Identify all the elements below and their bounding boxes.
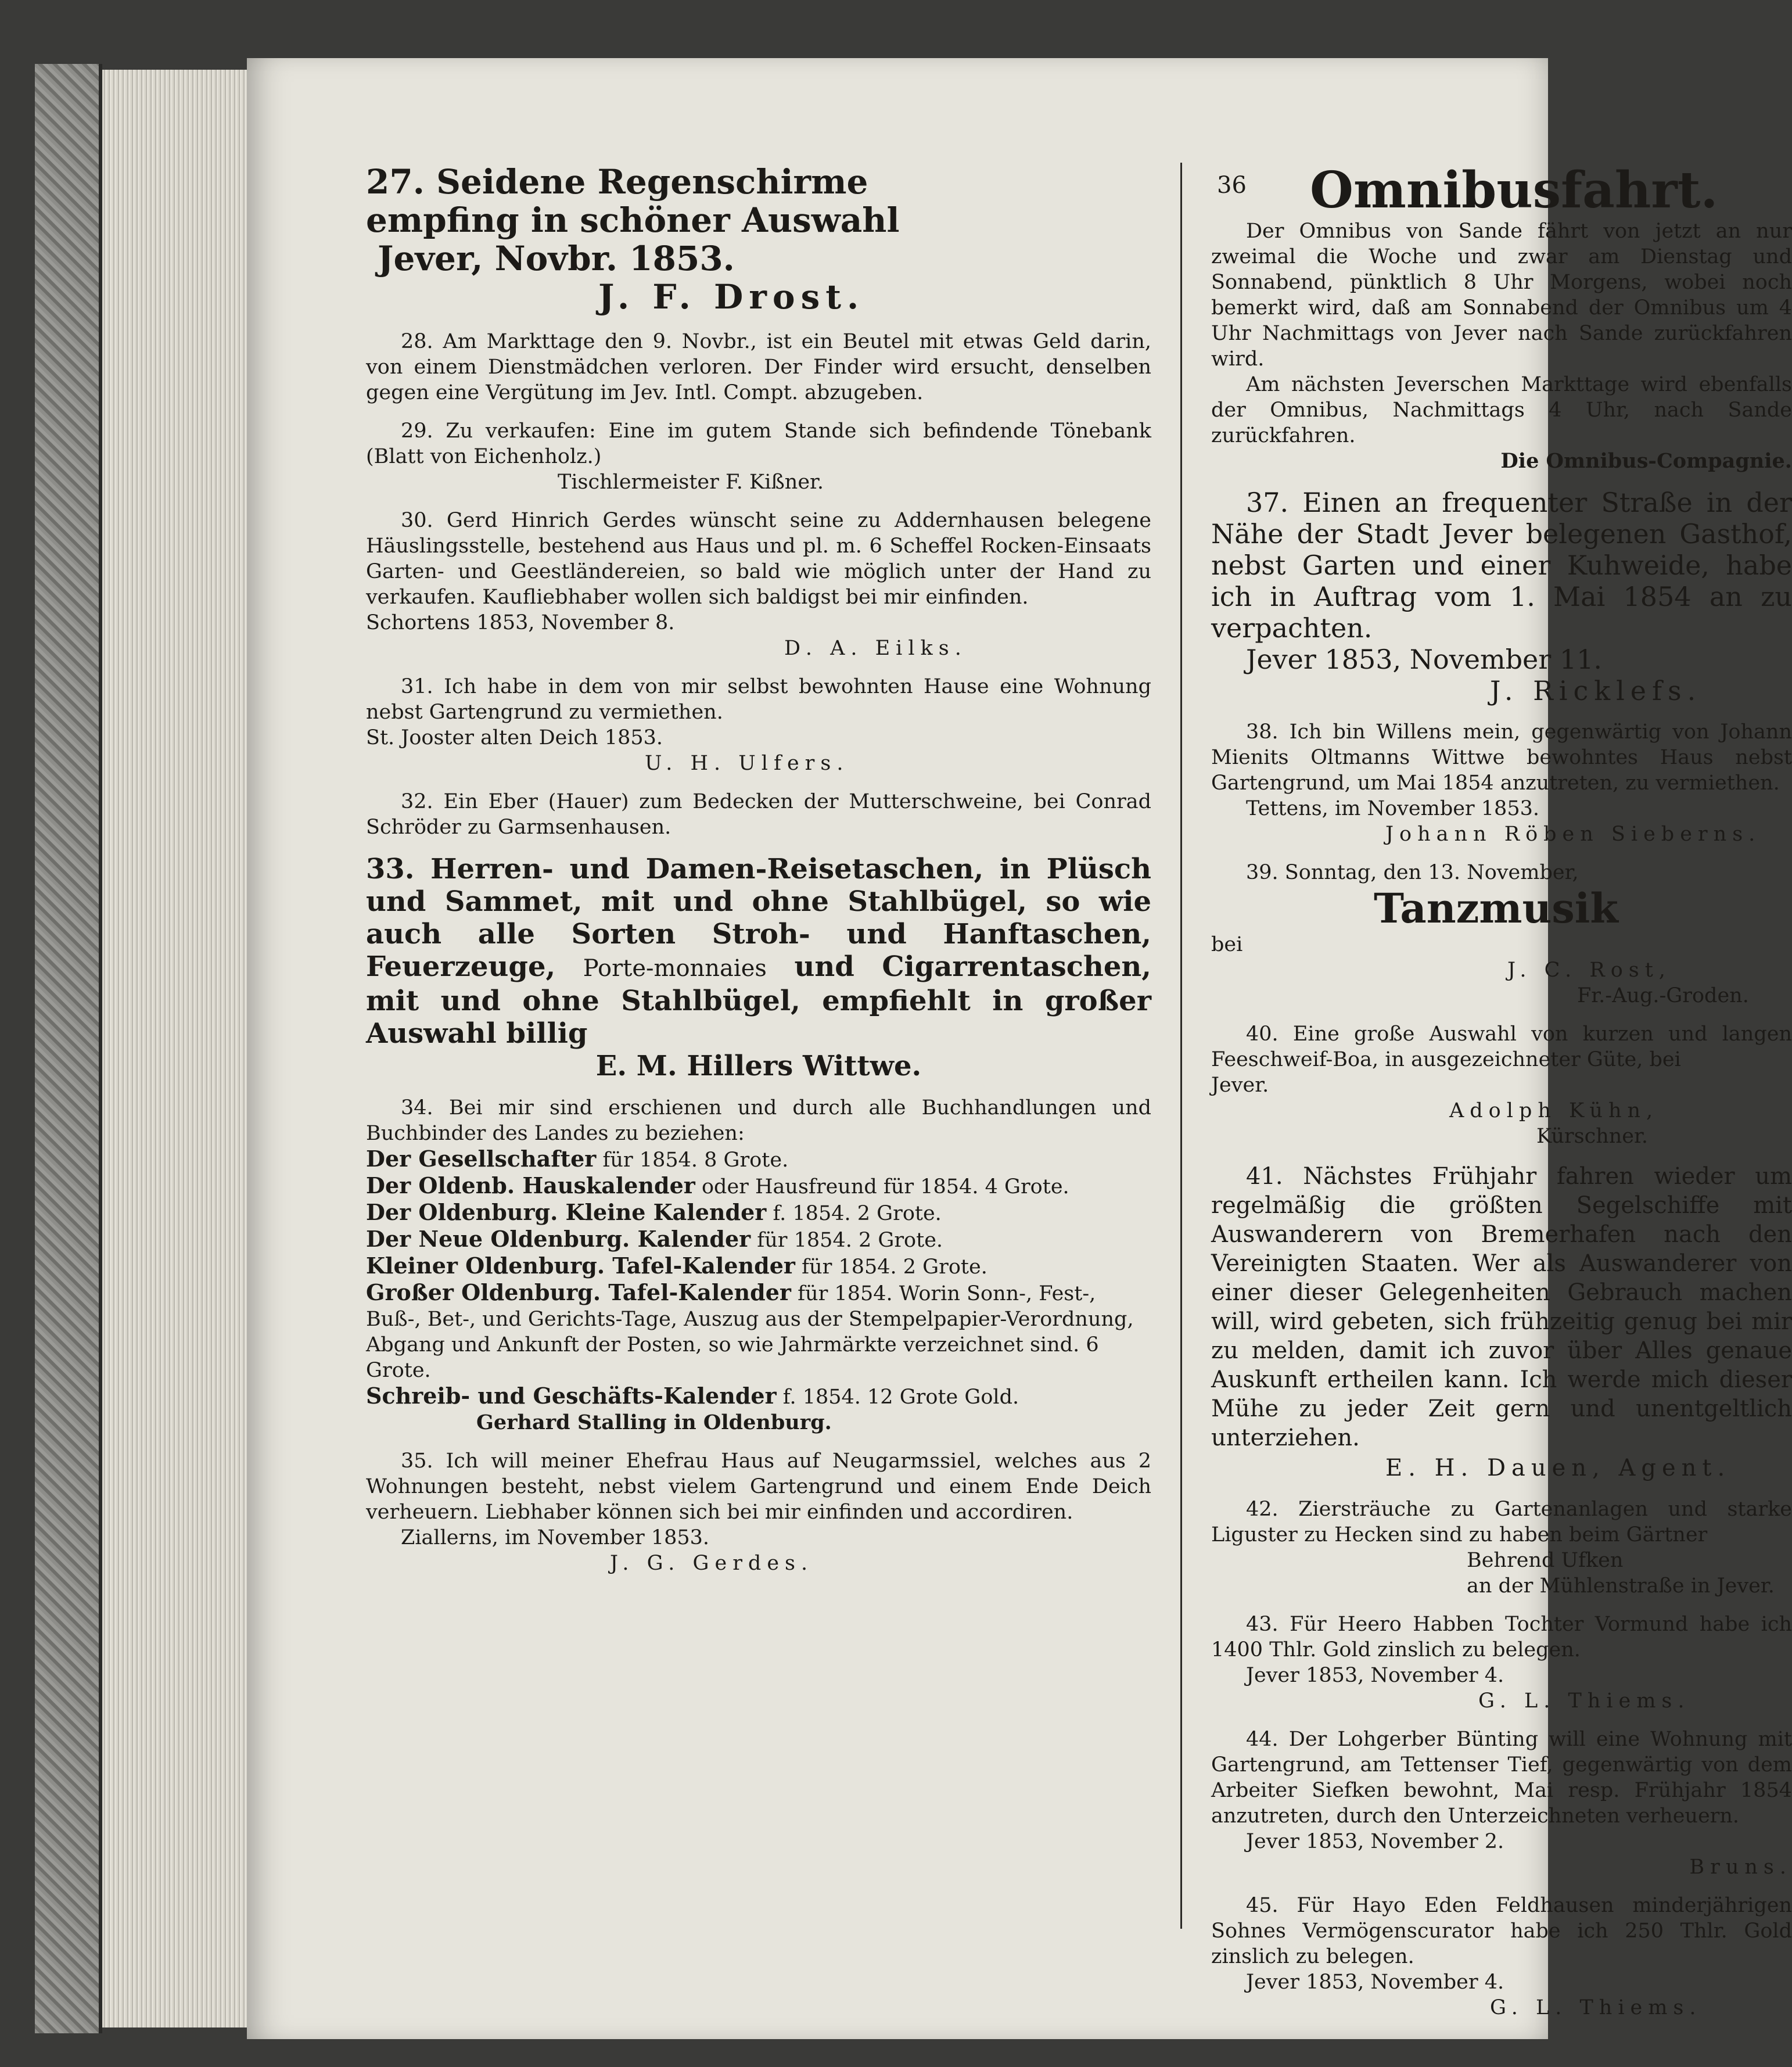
notice-27-line3: Jever, Novbr. 1853. — [378, 239, 735, 278]
calendar-list-item — [366, 1383, 1151, 1410]
omnibus-text: Der Omnibus von Sande fährt von jetzt an nur zweimal die Woche und zwar am Dienstag und Sonnabend, pünktlich 8 Uhr Morgens, wobei noch bemerkt wird, daß am Sonnabend der Omnibus um 4 Uhr Nachmittags von Jever nach Sande zurückfahren wird. — [1211, 220, 1792, 371]
calendar-details: f. 1854. 2 Grote. — [773, 1202, 942, 1225]
notice-38 — [1211, 719, 1792, 847]
notice-42-signature-2: an der Mühlenstraße in Jever. — [1467, 1574, 1775, 1598]
calendar-list-item — [366, 1280, 1151, 1383]
notice-30-signature: D. A. Eilks. — [784, 637, 967, 660]
calendar-details: für 1854. 2 Grote. — [802, 1255, 987, 1279]
calendar-list — [366, 1146, 1151, 1410]
notice-27-signature: J. F. Drost. — [598, 277, 865, 317]
notice-39-signature-2: Fr.-Aug.-Groden. — [1577, 984, 1749, 1007]
notice-30-place: Schortens 1853, November 8. — [366, 611, 675, 634]
notice-38-place: Tettens, im November 1853. — [1246, 797, 1539, 820]
notice-33-text-c: und Cigarrentaschen, mit und ohne Stahlbügel, empfiehlt in großer Auswahl billig — [366, 950, 1152, 1050]
notice-31-place: St. Jooster alten Deich 1853. — [366, 726, 663, 749]
notice-37-place: Jever 1853, November 11. — [1246, 644, 1603, 675]
notice-40-signature-2: Kürschner. — [1536, 1125, 1649, 1148]
calendar-list-item — [366, 1226, 1151, 1253]
notice-38-signature: Johann Röben Sieberns. — [1385, 823, 1761, 846]
notice-29-text: 29. Zu verkaufen: Eine im gutem Stande sich befindende Tönebank (Blatt von Eichenholz.) — [366, 419, 1151, 468]
page-number: 36 — [1217, 172, 1247, 199]
notice-41-signature: E. H. Dauen, Agent. — [1385, 1455, 1731, 1481]
notice-43-text: 43. Für Heero Habben Tochter Vormund habe ich 1400 Thlr. Gold zinslich zu belegen. — [1211, 1613, 1792, 1662]
notice-44 — [1211, 1727, 1792, 1880]
tanzmusik-title: Tanzmusik — [1374, 884, 1618, 932]
notice-42-text: 42. Ziersträuche zu Gartenanlagen und starke Liguster zu Hecken sind zu haben beim Gärtner — [1211, 1498, 1792, 1546]
notice-34-signature: Gerhard Stalling in Oldenburg. — [476, 1411, 832, 1434]
page-edges — [102, 70, 247, 2027]
notice-27 — [366, 163, 1151, 316]
notice-34-intro: 34. Bei mir sind erschienen und durch alle Buchhandlungen und Buchbinder des Landes zu beziehen: — [366, 1096, 1151, 1145]
notice-39-bei: bei — [1211, 933, 1243, 956]
notice-35-place: Ziallerns, im November 1853. — [401, 1526, 710, 1549]
omnibus-title: Omnibusfahrt. — [1310, 161, 1718, 220]
notice-43 — [1211, 1612, 1792, 1714]
column-divider — [1180, 163, 1182, 1929]
notice-30-text: 30. Gerd Hinrich Gerdes wünscht seine zu Addernhausen belegene Häuslingsstelle, bestehend aus Haus und pl. m. 6 Scheffel Rocken-Einsaats Garten- und Geestländereien, so bald wie möglich unter der Hand zu verkaufen. Kaufliebhaber wollen sich baldigst bei mir einfinden. — [366, 509, 1151, 609]
calendar-details: für 1854. Worin Sonn-, Fest-, Buß-, Bet-, und Gerichts-Tage, Auszug aus der Stempelpapier-Verordnung, Abgang und Ankunft der Posten, so wie Jahrmärkte verzeichnet sind. 6 Grote. — [366, 1282, 1134, 1382]
calendar-list-item — [366, 1253, 1151, 1280]
notice-44-place: Jever 1853, November 2. — [1246, 1830, 1504, 1853]
book-binding — [35, 64, 102, 2033]
notice-33-signature: E. M. Hillers Wittwe. — [595, 1050, 922, 1082]
calendar-title: Schreib- und Geschäfts-Kalender — [366, 1383, 777, 1409]
notice-34 — [366, 1095, 1151, 1436]
omnibus-signature: Die Omnibus-Compagnie. — [1500, 449, 1792, 473]
calendar-details: für 1854. 8 Grote. — [602, 1149, 789, 1172]
notice-45-signature: G. L. Thiems. — [1490, 1996, 1702, 2019]
notice-39-signature-1: J. C. Rost, — [1507, 959, 1671, 982]
notice-33-text-a: 33. Herren- und Damen-Reisetaschen, in Plüsch und Sammet, mit und ohne Stahlbügel, so wie auch alle Sorten Stroh- und Hanftaschen, Feuerzeuge, — [366, 853, 1151, 983]
notice-33 — [366, 853, 1151, 1082]
right-column — [1211, 163, 1792, 2033]
calendar-title: Der Gesellschafter — [366, 1146, 597, 1172]
notice-28-text: 28. Am Markttage den 9. Novbr., ist ein Beutel mit etwas Geld darin, von einem Dienstmädchen verloren. Der Finder wird ersucht, denselben gegen eine Vergütung im Jev. Intl. Compt. abzugeben. — [366, 330, 1151, 404]
notice-40-signature-1: Adolph Kühn, — [1449, 1099, 1659, 1122]
notice-31-text: 31. Ich habe in dem von mir selbst bewohnten Hause eine Wohnung nebst Gartengrund zu vermiethen. — [366, 675, 1151, 724]
calendar-title: Der Oldenb. Hauskalender — [366, 1172, 695, 1198]
notice-45 — [1211, 1893, 1792, 2021]
calendar-title: Der Oldenburg. Kleine Kalender — [366, 1199, 767, 1225]
left-column — [366, 163, 1151, 1589]
notice-27-line2: empfing in schöner Auswahl — [366, 200, 900, 240]
notice-40 — [1211, 1021, 1792, 1149]
notice-45-place: Jever 1853, November 4. — [1246, 1971, 1504, 1994]
notice-37-signature: J. Ricklefs. — [1490, 675, 1702, 706]
notice-37 — [1211, 487, 1792, 706]
notice-39-line: 39. Sonntag, den 13. November, — [1246, 861, 1579, 884]
notice-35 — [366, 1448, 1151, 1576]
calendar-title: Kleiner Oldenburg. Tafel-Kalender — [366, 1253, 795, 1279]
calendar-details: f. 1854. 12 Grote Gold. — [782, 1386, 1019, 1409]
notice-31 — [366, 674, 1151, 776]
notice-44-text: 44. Der Lohgerber Bünting will eine Wohnung mit Gartengrund, am Tettenser Tief, gegenwärtig von dem Arbeiter Siefken bewohnt, Mai resp. Frühjahr 1854 anzutreten, durch den Unterzeichneten verheuern. — [1211, 1728, 1792, 1828]
notice-27-line1: 27. Seidene Regenschirme — [366, 162, 868, 202]
notice-41-text: 41. Nächstes Frühjahr fahren wieder um regelmäßig die größten Segelschiffe mit Auswanderern von Bremerhafen nach den Vereinigten Staaten. Wer als Auswanderer von einer dieser Gelegenheiten Gebrauch machen will, wird gebeten, sich frühzeitig genug bei mir zu melden, damit ich zuvor über Alles genaue Auskunft ertheilen kann. Ich werde mich dieser Mühe zu jeder Zeit gern und unentgeltlich unterziehen. — [1211, 1163, 1792, 1451]
notice-31-signature: U. H. Ulfers. — [645, 752, 849, 775]
calendar-details: für 1854. 2 Grote. — [757, 1229, 943, 1252]
notice-32 — [366, 789, 1151, 840]
notice-41 — [1211, 1162, 1792, 1484]
notice-omnibus — [1211, 163, 1792, 474]
notice-32-text: 32. Ein Eber (Hauer) zum Bedecken der Mutterschweine, bei Conrad Schröder zu Garmsenhausen. — [366, 790, 1151, 839]
omnibus-text-2: Am nächsten Jeverschen Markttage wird ebenfalls der Omnibus, Nachmittags 4 Uhr, nach Sande zurückfahren. — [1211, 373, 1792, 447]
calendar-list-item — [366, 1146, 1151, 1173]
calendar-title: Der Neue Oldenburg. Kalender — [366, 1226, 751, 1252]
notice-33-text-b: Porte-monnaies — [583, 955, 767, 982]
calendar-list-item — [366, 1200, 1151, 1226]
notice-42-signature-1: Behrend Ufken — [1467, 1549, 1624, 1572]
notice-42 — [1211, 1497, 1792, 1599]
calendar-title: Großer Oldenburg. Tafel-Kalender — [366, 1279, 791, 1305]
notice-35-signature: J. G. Gerdes. — [610, 1552, 814, 1575]
notice-44-signature: Bruns. — [1689, 1856, 1792, 1879]
calendar-list-item — [366, 1173, 1151, 1200]
notice-33-text — [366, 853, 1151, 1050]
notice-29 — [366, 418, 1151, 495]
notice-45-text: 45. Für Hayo Eden Feldhausen minderjährigen Sohnes Vermögenscurator habe ich 250 Thlr. Gold zinslich zu belegen. — [1211, 1894, 1792, 1968]
notice-29-signature: Tischlermeister F. Kißner. — [558, 471, 824, 494]
notice-28 — [366, 329, 1151, 405]
notice-35-text: 35. Ich will meiner Ehefrau Haus auf Neugarmssiel, welches aus 2 Wohnungen besteht, nebst vielem Gartengrund und einem Ende Deich verheuern. Liebhaber können sich bei mir einfinden und accordiren. — [366, 1449, 1151, 1524]
notice-30 — [366, 508, 1151, 661]
notice-43-signature: G. L. Thiems. — [1478, 1689, 1690, 1713]
notice-43-place: Jever 1853, November 4. — [1246, 1664, 1504, 1687]
calendar-details: oder Hausfreund für 1854. 4 Grote. — [701, 1175, 1069, 1198]
notice-40-place: Jever. — [1211, 1074, 1269, 1097]
notice-38-text: 38. Ich bin Willens mein, gegenwärtig von Johann Mienits Oltmanns Wittwe bewohntes Haus nebst Gartengrund, um Mai 1854 anzutreten, zu vermiethen. — [1211, 720, 1792, 795]
notice-39 — [1211, 860, 1792, 1009]
notice-40-text: 40. Eine große Auswahl von kurzen und langen Feeschweif-Boa, in ausgezeichneter Güte, bei — [1211, 1022, 1792, 1071]
notice-37-text: 37. Einen an frequenter Straße in der Nähe der Stadt Jever belegenen Gasthof, nebst Garten und einer Kuhweide, habe ich in Auftrag vom 1. Mai 1854 an zu verpachten. — [1211, 487, 1792, 644]
newspaper-page — [247, 58, 1792, 2039]
